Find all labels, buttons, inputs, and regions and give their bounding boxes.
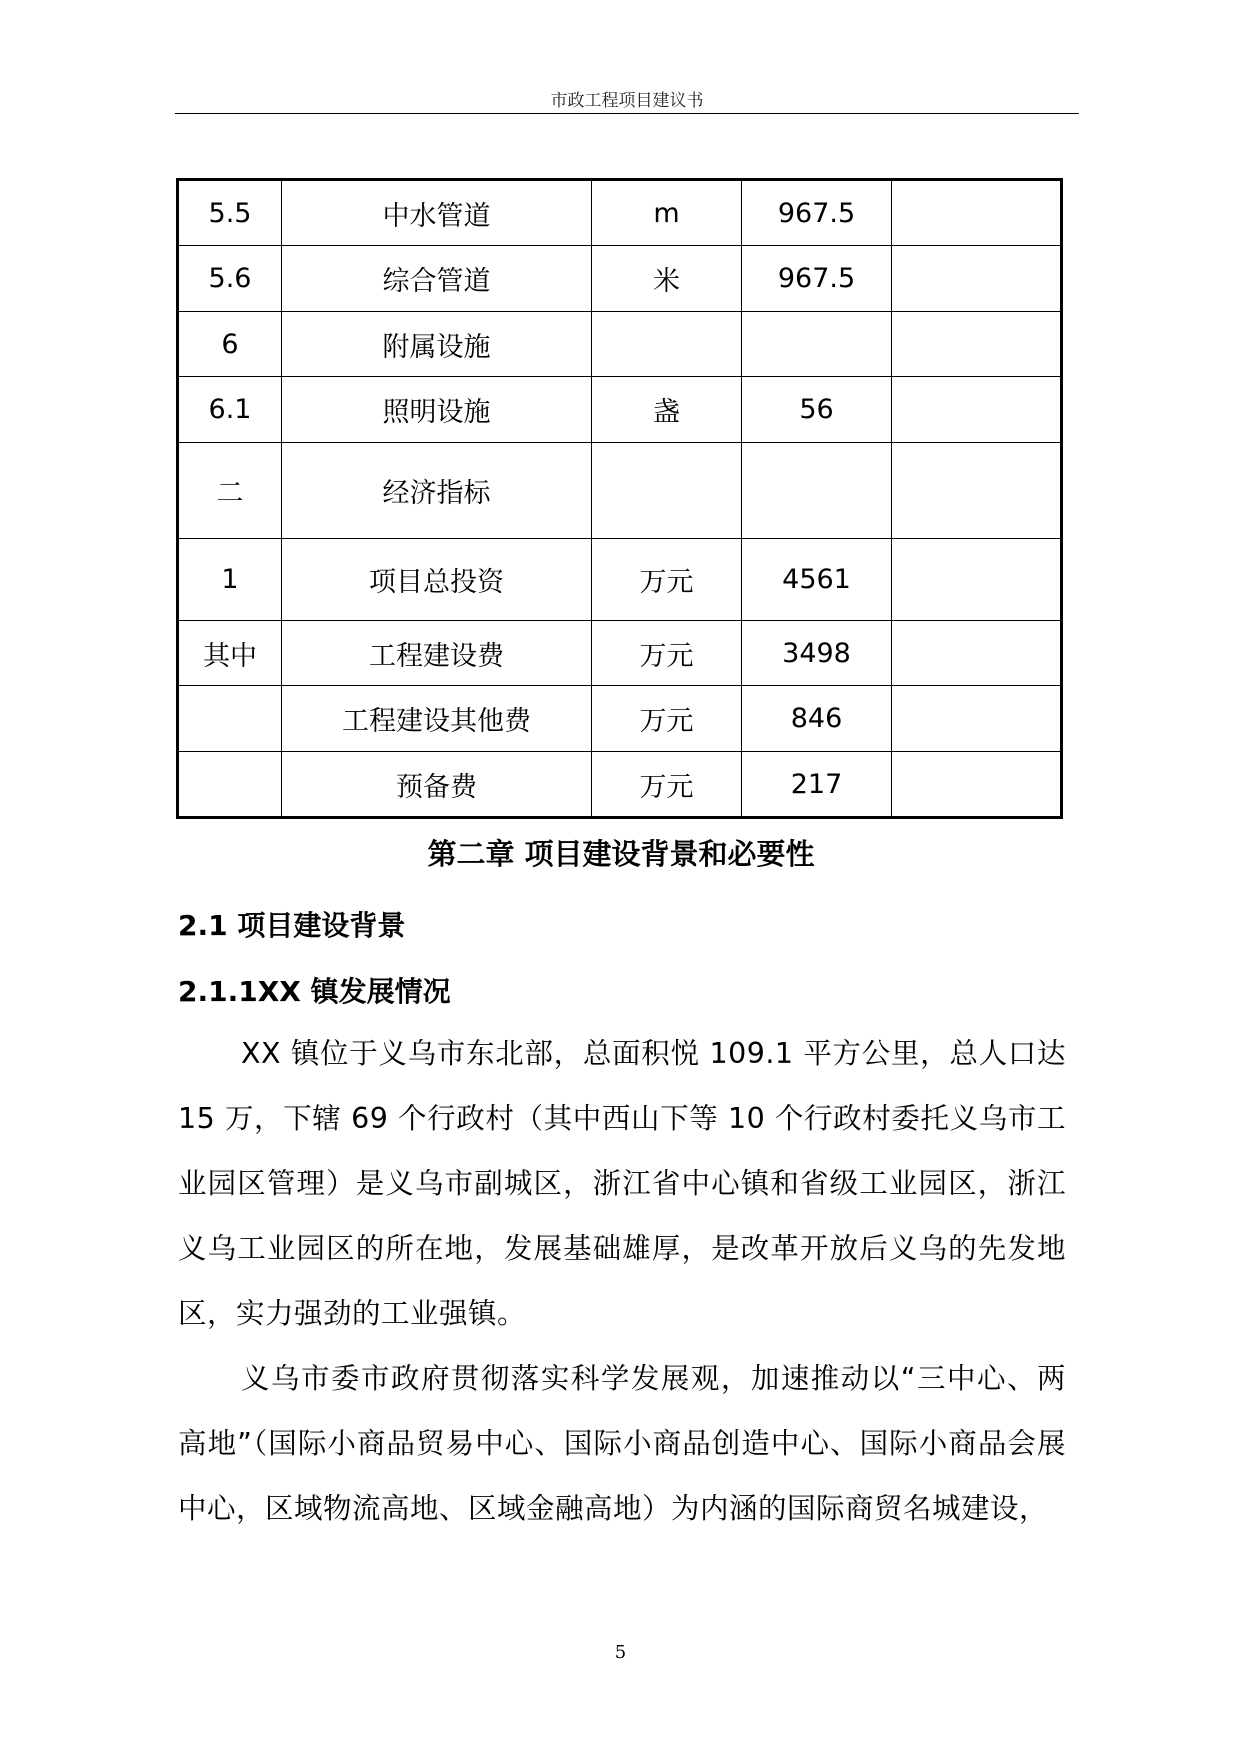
row-no (178, 686, 282, 752)
row-item: 项目总投资 (282, 539, 592, 621)
row-item: 经济指标 (282, 443, 592, 539)
row-remark (892, 686, 1062, 752)
row-unit (592, 312, 742, 377)
row-quantity: 846 (742, 686, 892, 752)
section-title-2-1: 2.1 项目建设背景 (178, 909, 406, 942)
row-item: 预备费 (282, 752, 592, 818)
row-quantity: 56 (742, 377, 892, 443)
page-header-title: 市政工程项目建议书 (550, 91, 704, 111)
row-quantity (742, 312, 892, 377)
row-no: 1 (178, 539, 282, 621)
row-no: 5.6 (178, 246, 282, 312)
table-row (178, 312, 1062, 377)
row-quantity: 967.5 (742, 180, 892, 246)
table-row (178, 686, 1062, 752)
row-quantity: 967.5 (742, 246, 892, 312)
row-remark (892, 752, 1062, 818)
row-quantity (742, 443, 892, 539)
paragraph: 义乌市委市政府贯彻落实科学发展观，加速推动以“三中心、两高地”（国际小商品贸易中心、国际小商品创造中心、国际小商品会展中心，区域物流高地、区域金融高地）为内涵的国际商贸名城建设， (178, 1362, 1066, 1525)
row-unit: 盏 (592, 377, 742, 443)
body-text (178, 1021, 1066, 1346)
row-remark (892, 312, 1062, 377)
paragraph: XX 镇位于义乌市东北部，总面积悦 109.1 平方公里，总人口达 15 万，下辖 69 个行政村（其中西山下等 10 个行政村委托义乌市工业园区管理）是义乌市副城区，浙江省中心镇和省级工业园区，浙江义乌工业园区的所在地，发展基础雄厚，是改革开放后义乌的先发地区，实力强劲的工业强镇。 (178, 1037, 1066, 1330)
row-quantity: 217 (742, 752, 892, 818)
table-row (178, 752, 1062, 818)
row-quantity: 3498 (742, 621, 892, 686)
row-no: 其中 (178, 621, 282, 686)
project-indicator-table (176, 178, 1063, 819)
row-no: 6 (178, 312, 282, 377)
row-no (178, 752, 282, 818)
header-divider (175, 113, 1079, 114)
row-remark (892, 539, 1062, 621)
row-unit: 万元 (592, 621, 742, 686)
row-unit: 万元 (592, 686, 742, 752)
row-item: 照明设施 (282, 377, 592, 443)
row-no: 6.1 (178, 377, 282, 443)
row-remark (892, 621, 1062, 686)
table-row (178, 443, 1062, 539)
chapter-title: 第二章 项目建设背景和必要性 (427, 837, 815, 871)
row-item: 中水管道 (282, 180, 592, 246)
table-row (178, 180, 1062, 246)
row-quantity: 4561 (742, 539, 892, 621)
row-item: 工程建设其他费 (282, 686, 592, 752)
row-item: 附属设施 (282, 312, 592, 377)
row-remark (892, 180, 1062, 246)
row-no: 二 (178, 443, 282, 539)
row-item: 工程建设费 (282, 621, 592, 686)
section-title-2-1-1: 2.1.1XX 镇发展情况 (178, 975, 451, 1008)
table-row (178, 377, 1062, 443)
table-row (178, 246, 1062, 312)
row-unit: 米 (592, 246, 742, 312)
row-remark (892, 377, 1062, 443)
row-unit: 万元 (592, 752, 742, 818)
row-remark (892, 443, 1062, 539)
table-row (178, 621, 1062, 686)
row-no: 5.5 (178, 180, 282, 246)
page-number: 5 (614, 1642, 627, 1663)
row-item: 综合管道 (282, 246, 592, 312)
table-row (178, 539, 1062, 621)
row-unit: 万元 (592, 539, 742, 621)
row-remark (892, 246, 1062, 312)
body-text (178, 1346, 1066, 1541)
row-unit (592, 443, 742, 539)
row-unit: m (592, 180, 742, 246)
